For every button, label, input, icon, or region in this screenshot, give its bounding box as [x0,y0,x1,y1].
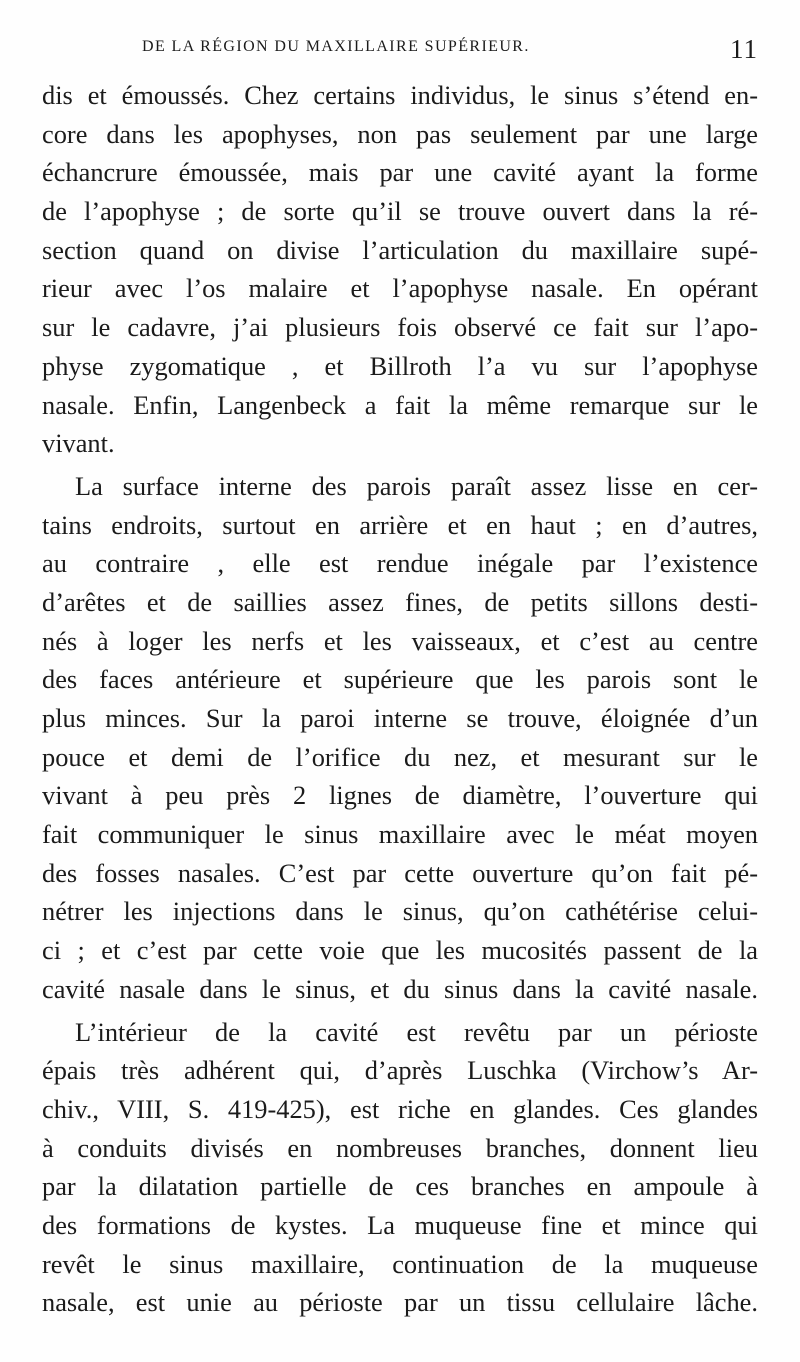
text-line: nétrer les injections dans le sinus, qu’on cathétérise celui- [42,896,758,927]
text-line: chiv., VIII, S. 419-425), est riche en glandes. Ces glandes [42,1093,758,1124]
text-line: fait communiquer le sinus maxillaire avec le méat moyen [42,819,758,850]
text-line: ci ; et c’est par cette voie que les mucosités passent de la [42,935,758,966]
text-line: nasale. Enfin, Langenbeck a fait la même remarque sur le [42,389,758,420]
text-line: core dans les apophyses, non pas seulement par une large [42,118,758,149]
text-line: de l’apophyse ; de sorte qu’il se trouve ouvert dans la ré- [42,196,758,227]
text-line: physe zygomatique , et Billroth l’a vu sur l’apophyse [42,350,758,381]
page-number: 11 [730,34,758,64]
paragraph [42,467,758,1009]
text-line: des fosses nasales. C’est par cette ouverture qu’on fait pé- [42,857,758,888]
running-head [142,34,758,68]
text-line: nés à loger les nerfs et les vaisseaux, et c’est au centre [42,625,758,656]
text-line: revêt le sinus maxillaire, continuation de la muqueuse [42,1248,758,1279]
text-line: au contraire , elle est rendue inégale par l’existence [42,548,758,579]
text-line: à conduits divisés en nombreuses branches, donnent lieu [42,1132,758,1163]
text-line: La surface interne des parois paraît assez lisse en cer- [75,470,758,501]
text-line: des faces antérieure et supérieure que les parois sont le [42,664,758,695]
text-line: section quand on divise l’articulation du maxillaire supé- [42,234,758,265]
text-line: vivant. [42,428,115,459]
text-line: tains endroits, surtout en arrière et en haut ; en d’autres, [42,509,758,540]
text-line: par la dilatation partielle de ces branches en ampoule à [42,1171,758,1202]
body-text [42,76,758,1322]
text-line: nasale, est unie au périoste par un tissu cellulaire lâche. [42,1287,758,1318]
text-line: des formations de kystes. La muqueuse fine et mince qui [42,1209,758,1240]
text-line: dis et émoussés. Chez certains individus, le sinus s’étend en- [42,80,758,110]
text-line: L’intérieur de la cavité est revêtu par un périoste [75,1016,758,1047]
text-line: d’arêtes et de saillies assez fines, de petits sillons desti- [42,586,758,617]
text-line: cavité nasale dans le sinus, et du sinus dans la cavité nasale. [42,973,758,1004]
text-line: rieur avec l’os malaire et l’apophyse nasale. En opérant [42,273,758,304]
paragraph [42,1013,758,1323]
text-line: épais très adhérent qui, d’après Luschka (Virchow’s Ar- [42,1055,758,1086]
text-line: vivant à peu près 2 lignes de diamètre, l’ouverture qui [42,780,758,811]
running-title: DE LA RÉGION DU MAXILLAIRE SUPÉRIEUR. [142,38,530,55]
paragraph [42,76,758,463]
text-line: pouce et demi de l’orifice du nez, et mesurant sur le [42,741,758,772]
text-line: plus minces. Sur la paroi interne se trouve, éloignée d’un [42,703,758,733]
text-line: échancrure émoussée, mais par une cavité ayant la forme [42,157,758,188]
text-line: sur le cadavre, j’ai plusieurs fois observé ce fait sur l’apo- [42,312,758,343]
